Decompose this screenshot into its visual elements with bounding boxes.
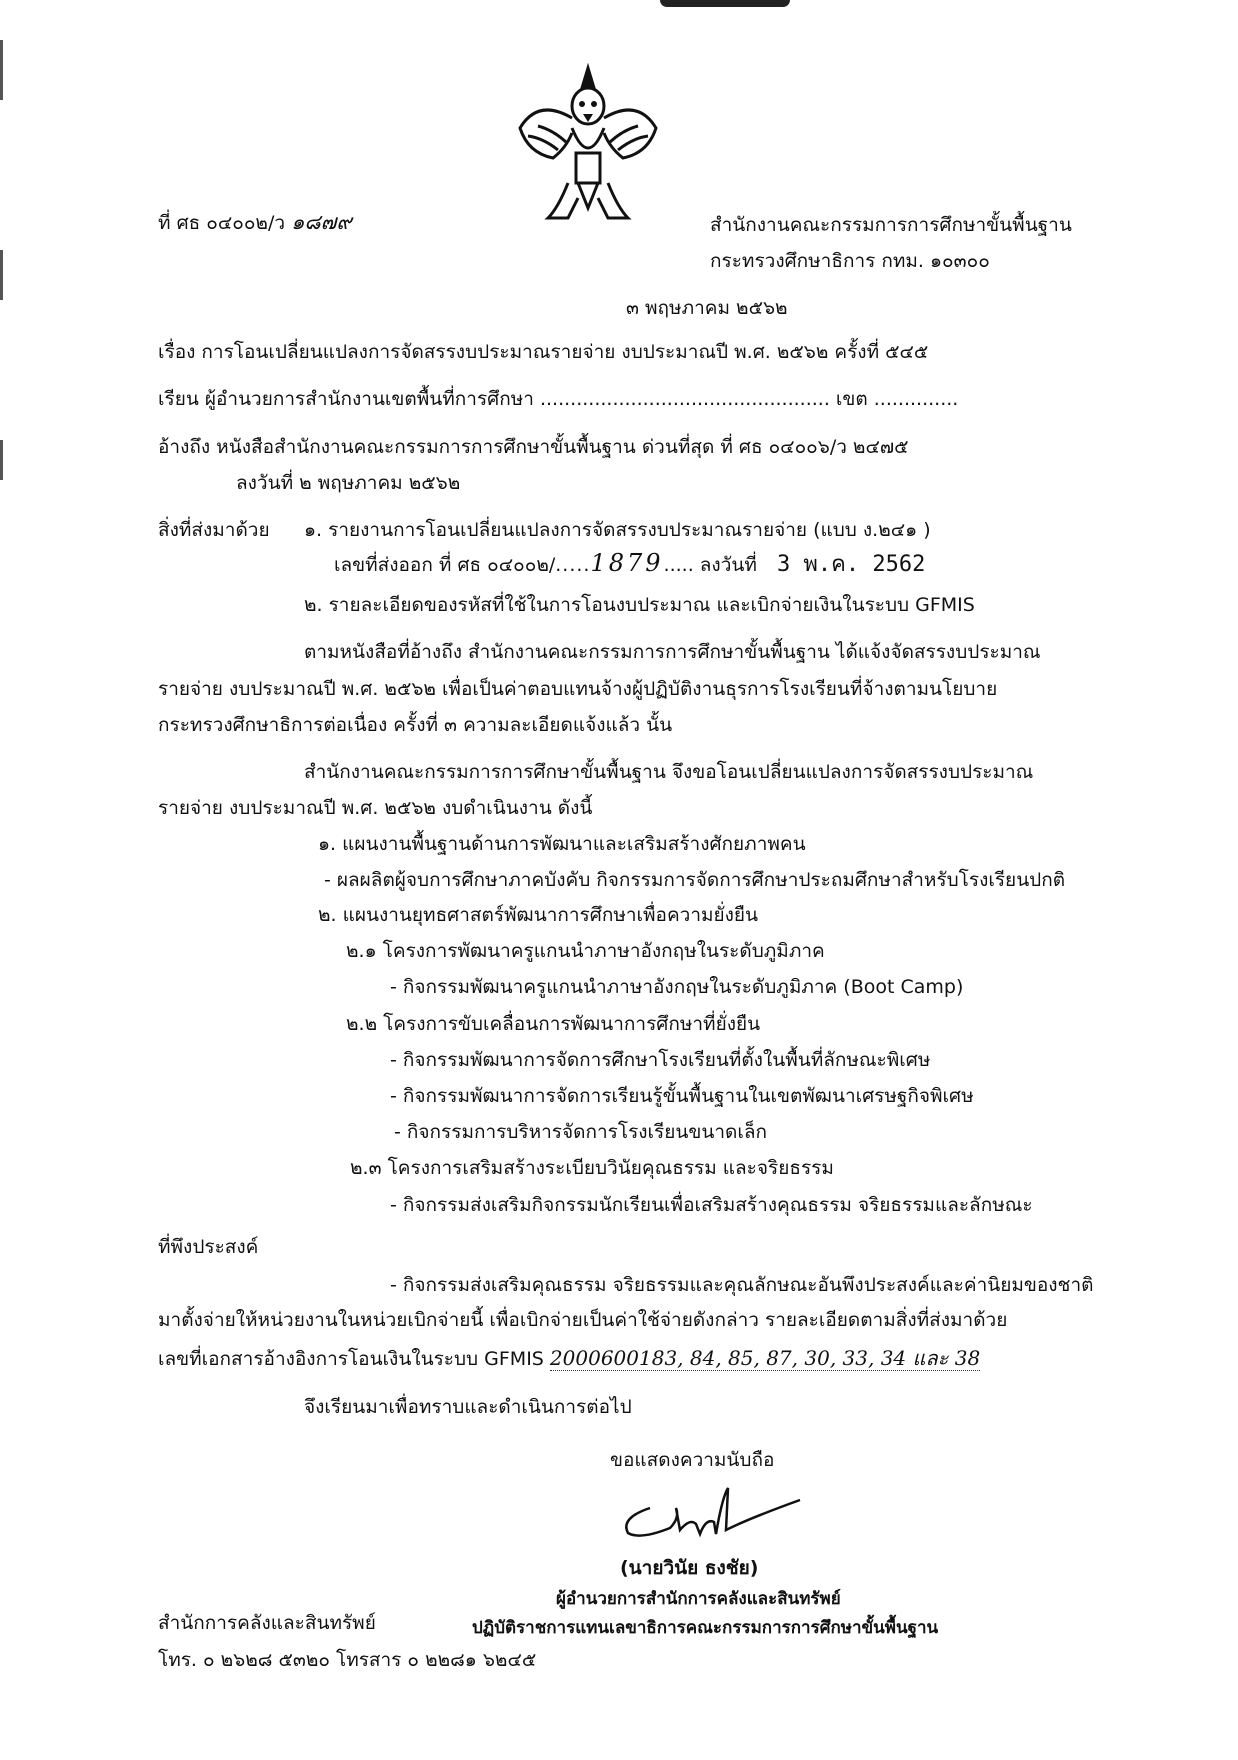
body-para1-line1: ตามหนังสือที่อ้างถึง สำนักงานคณะกรรมการการศึกษาขั้นพื้นฐาน ได้แจ้งจัดสรรงบประมาณ: [304, 641, 1041, 663]
activity-2-3a: - กิจกรรมส่งเสริมกิจกรรมนักเรียนเพื่อเสริมสร้างคุณธรรม จริยธรรมและลักษณะ: [390, 1194, 1033, 1216]
plan-item-2: ๒. แผนงานยุทธศาสตร์พัฒนาการศึกษาเพื่อความยั่งยืน: [318, 904, 759, 926]
reference-line-2: ลงวันที่ ๒ พฤษภาคม ๒๕๖๒: [236, 472, 461, 494]
scan-edge-mark: [0, 250, 3, 300]
signer-name: (นายวินัย ธงชัย): [620, 1557, 759, 1579]
reference-line-1: อ้างถึง หนังสือสำนักงานคณะกรรมการการศึกษาขั้นพื้นฐาน ด่วนที่สุด ที่ ศธ ๐๔๐๐๖/ว ๒๔๗๕: [158, 436, 909, 458]
project-2-3: ๒.๓ โครงการเสริมสร้างระเบียบวินัยคุณธรรม และจริยธรรม: [350, 1157, 834, 1179]
enclosure-item-1: ๑. รายงานการโอนเปลี่ยนแปลงการจัดสรรงบประมาณรายจ่าย (แบบ ง.๒๔๑ ): [304, 519, 931, 541]
enclosure-item-2: ๒. รายละเอียดของรหัสที่ใช้ในการโอนงบประมาณ และเบิกจ่ายเงินในระบบ GFMIS: [304, 594, 975, 616]
scan-edge-mark: [0, 40, 3, 100]
signer-acting-title: ปฏิบัติราชการแทนเลขาธิการคณะกรรมการการศึกษาขั้นพื้นฐาน: [472, 1618, 939, 1638]
letter-date: ๓ พฤษภาคม ๒๕๖๒: [626, 297, 788, 319]
activity-2-2b: - กิจกรรมพัฒนาการจัดการเรียนรู้ขั้นพื้นฐานในเขตพัฒนาเศรษฐกิจพิเศษ: [390, 1085, 974, 1107]
scan-top-mark: [660, 0, 790, 7]
activity-2-3a-cont: ที่พึงประสงค์: [158, 1236, 259, 1258]
activity-2-3b: - กิจกรรมส่งเสริมคุณธรรม จริยธรรมและคุณลักษณะอันพึงประสงค์และค่านิยมของชาติ: [390, 1274, 1094, 1296]
closing-line: จึงเรียนมาเพื่อทราบและดำเนินการต่อไป: [304, 1396, 632, 1418]
body-para3: มาตั้งจ่ายให้หน่วยงานในหน่วยเบิกจ่ายนี้ เพื่อเบิกจ่ายเป็นค่าใช้จ่ายดังกล่าว รายละเอียดตามสิ่งที่ส่งมาด้วย: [158, 1309, 1008, 1331]
garuda-emblem: [508, 58, 668, 228]
footer-phone: โทร. ๐ ๒๖๒๘ ๕๓๒๐ โทรสาร ๐ ๒๒๘๑ ๖๒๔๕: [158, 1649, 537, 1671]
gfmis-line: [158, 1342, 980, 1374]
project-2-2: ๒.๒ โครงการขับเคลื่อนการพัฒนาการศึกษาที่ยั่งยืน: [346, 1013, 761, 1035]
body-para2-line1: สำนักงานคณะกรรมการการศึกษาขั้นพื้นฐาน จึงขอโอนเปลี่ยนแปลงการจัดสรรงบประมาณ: [304, 761, 1034, 783]
reference-number: [158, 206, 352, 239]
export-number-handwritten: 1879: [590, 549, 664, 577]
gfmis-handwritten: 2000600183, 84, 85, 87, 30, 33, 34 และ 38: [549, 1346, 981, 1370]
addressee-line: เรียน ผู้อำนวยการสำนักงานเขตพื้นที่การศึกษา ................................................ เขต ..............: [158, 388, 959, 410]
regards-text: ขอแสดงความนับถือ: [610, 1449, 775, 1471]
activity-2-1a: - กิจกรรมพัฒนาครูแกนนำภาษาอังกฤษในระดับภูมิภาค (Boot Camp): [390, 976, 964, 998]
office-name: สำนักงานคณะกรรมการการศึกษาขั้นพื้นฐาน: [710, 214, 1072, 236]
office-address: กระทรวงศึกษาธิการ กทม. ๑๐๓๐๐: [710, 250, 990, 272]
body-para1-line3: กระทรวงศึกษาธิการต่อเนื่อง ครั้งที่ ๓ ความละเอียดแจ้งแล้ว นั้น: [158, 714, 673, 736]
body-para2-line2: รายจ่าย งบประมาณปี พ.ศ. ๒๕๖๒ งบดำเนินงาน ดังนี้: [158, 797, 593, 819]
export-date-label: ลงวันที่: [699, 554, 757, 576]
export-prefix: เลขที่ส่งออก ที่ ศธ ๐๔๐๐๒/: [334, 554, 556, 576]
activity-2-2c: - กิจกรรมการบริหารจัดการโรงเรียนขนาดเล็ก: [394, 1121, 767, 1143]
enclosure-export-line: เลขที่ส่งออก ที่ ศธ ๐๔๐๐๒/.....1879..... ลงวันที่ 3 พ.ค. 2562: [334, 549, 926, 577]
body-para1-line2: รายจ่าย งบประมาณปี พ.ศ. ๒๕๖๒ เพื่อเป็นค่าตอบแทนจ้างผู้ปฏิบัติงานธุรการโรงเรียนที่จ้างตามนโยบาย: [158, 678, 998, 700]
signer-title: ผู้อำนวยการสำนักการคลังและสินทรัพย์: [556, 1589, 841, 1609]
plan-item-1: ๑. แผนงานพื้นฐานด้านการพัฒนาและเสริมสร้างศักยภาพคน: [318, 833, 806, 855]
scan-edge-mark: [0, 440, 3, 480]
gfmis-label: เลขที่เอกสารอ้างอิงการโอนเงินในระบบ GFMIS: [158, 1348, 544, 1370]
subject-line: เรื่อง การโอนเปลี่ยนแปลงการจัดสรรงบประมาณรายจ่าย งบประมาณปี พ.ศ. ๒๕๖๒ ครั้งที่ ๕๔๕: [158, 341, 929, 363]
project-2-1: ๒.๑ โครงการพัฒนาครูแกนนำภาษาอังกฤษในระดับภูมิภาค: [346, 940, 825, 962]
footer-department: สำนักการคลังและสินทรัพย์: [158, 1612, 376, 1634]
enclosures-label: สิ่งที่ส่งมาด้วย: [158, 519, 270, 541]
activity-2-2a: - กิจกรรมพัฒนาการจัดการศึกษาโรงเรียนที่ตั้งในพื้นที่ลักษณะพิเศษ: [390, 1049, 931, 1071]
ref-number-handwritten: ๑๘๗๙: [291, 210, 352, 234]
date-stamp: 3 พ.ค. 2562: [776, 552, 926, 577]
ref-prefix: ที่ ศธ ๐๔๐๐๒/ว: [158, 212, 286, 234]
plan-item-1a: - ผลผลิตผู้จบการศึกษาภาคบังคับ กิจกรรมการจัดการศึกษาประถมศึกษาสำหรับโรงเรียนปกติ: [324, 869, 1066, 891]
handwritten-signature: [610, 1478, 810, 1548]
